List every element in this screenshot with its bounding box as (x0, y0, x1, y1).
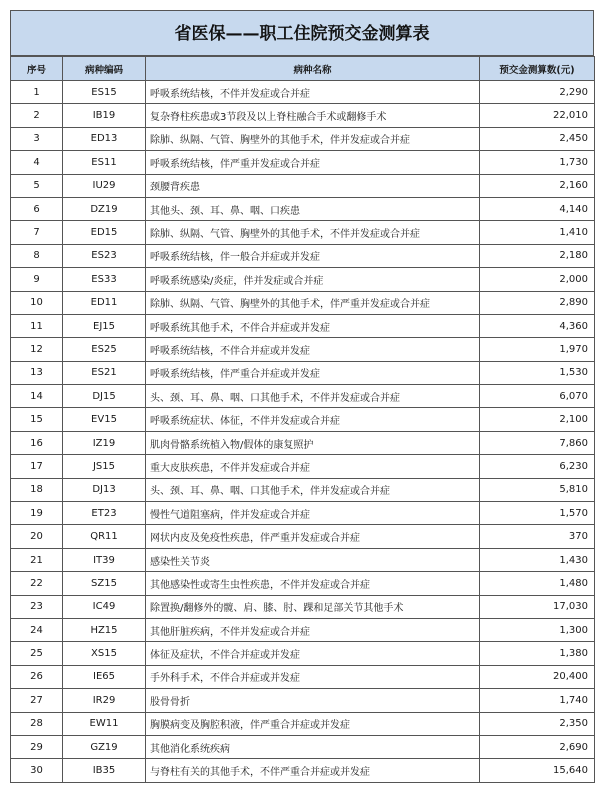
cell-amount: 4,140 (480, 197, 595, 220)
cell-name: 呼吸系统结核，不伴合并症或并发症 (146, 338, 480, 361)
cell-index: 21 (11, 548, 63, 571)
estimate-table (10, 56, 595, 783)
table-row (11, 759, 595, 782)
cell-amount: 1,740 (480, 689, 595, 712)
cell-name: 感染性关节炎 (146, 548, 480, 571)
cell-code: IT39 (63, 548, 146, 571)
cell-index: 19 (11, 502, 63, 525)
header-amount: 预交金测算数(元) (480, 57, 595, 81)
cell-index: 17 (11, 455, 63, 478)
cell-name: 股骨骨折 (146, 689, 480, 712)
table-row (11, 455, 595, 478)
estimate-sheet (10, 10, 594, 783)
cell-name: 除肺、纵隔、气管、胸壁外的其他手术，伴并发症或合并症 (146, 127, 480, 150)
cell-code: IR29 (63, 689, 146, 712)
cell-amount: 2,350 (480, 712, 595, 735)
cell-code: ET23 (63, 502, 146, 525)
cell-code: HZ15 (63, 618, 146, 641)
cell-code: XS15 (63, 642, 146, 665)
cell-amount: 2,690 (480, 735, 595, 758)
table-row (11, 291, 595, 314)
cell-code: IB19 (63, 104, 146, 127)
cell-index: 14 (11, 385, 63, 408)
cell-name: 头、颈、耳、鼻、咽、口其他手术，伴并发症或合并症 (146, 478, 480, 501)
table-row (11, 408, 595, 431)
cell-index: 28 (11, 712, 63, 735)
cell-code: ES21 (63, 361, 146, 384)
cell-name: 复杂脊柱疾患或3节段及以上脊柱融合手术或翻修手术 (146, 104, 480, 127)
cell-code: EV15 (63, 408, 146, 431)
cell-amount: 5,810 (480, 478, 595, 501)
table-row (11, 338, 595, 361)
cell-code: EJ15 (63, 314, 146, 337)
cell-name: 重大皮肤疾患，不伴并发症或合并症 (146, 455, 480, 478)
cell-amount: 4,360 (480, 314, 595, 337)
cell-name: 呼吸系统结核，伴严重合并症或并发症 (146, 361, 480, 384)
cell-code: ES33 (63, 268, 146, 291)
table-row (11, 104, 595, 127)
cell-index: 30 (11, 759, 63, 782)
cell-name: 呼吸系统结核，伴一般合并症或并发症 (146, 244, 480, 267)
cell-amount: 2,000 (480, 268, 595, 291)
cell-index: 26 (11, 665, 63, 688)
cell-code: GZ19 (63, 735, 146, 758)
cell-amount: 1,530 (480, 361, 595, 384)
cell-code: ED11 (63, 291, 146, 314)
cell-amount: 22,010 (480, 104, 595, 127)
cell-index: 15 (11, 408, 63, 431)
page-title: 省医保——职工住院预交金测算表 (10, 10, 594, 56)
cell-index: 11 (11, 314, 63, 337)
table-row (11, 689, 595, 712)
cell-name: 除置换/翻修外的髋、肩、膝、肘、踝和足部关节其他手术 (146, 595, 480, 618)
cell-index: 20 (11, 525, 63, 548)
cell-index: 23 (11, 595, 63, 618)
cell-code: SZ15 (63, 572, 146, 595)
cell-amount: 370 (480, 525, 595, 548)
cell-amount: 2,290 (480, 81, 595, 104)
cell-name: 其他感染性或寄生虫性疾患，不伴并发症或合并症 (146, 572, 480, 595)
cell-index: 16 (11, 431, 63, 454)
cell-name: 其他消化系统疾病 (146, 735, 480, 758)
cell-amount: 6,070 (480, 385, 595, 408)
table-row (11, 618, 595, 641)
cell-index: 5 (11, 174, 63, 197)
cell-code: DZ19 (63, 197, 146, 220)
table-row (11, 151, 595, 174)
cell-code: IZ19 (63, 431, 146, 454)
cell-index: 13 (11, 361, 63, 384)
cell-amount: 1,410 (480, 221, 595, 244)
cell-index: 6 (11, 197, 63, 220)
cell-name: 其他头、颈、耳、鼻、咽、口疾患 (146, 197, 480, 220)
table-row (11, 665, 595, 688)
table-row (11, 197, 595, 220)
cell-index: 10 (11, 291, 63, 314)
table-row (11, 174, 595, 197)
table-row (11, 127, 595, 150)
cell-index: 12 (11, 338, 63, 361)
table-row (11, 81, 595, 104)
cell-code: DJ13 (63, 478, 146, 501)
cell-index: 1 (11, 81, 63, 104)
cell-amount: 2,180 (480, 244, 595, 267)
cell-amount: 1,480 (480, 572, 595, 595)
cell-amount: 2,100 (480, 408, 595, 431)
table-row (11, 361, 595, 384)
table-row (11, 735, 595, 758)
cell-index: 9 (11, 268, 63, 291)
cell-index: 24 (11, 618, 63, 641)
cell-name: 其他肝脏疾病，不伴并发症或合并症 (146, 618, 480, 641)
table-row (11, 712, 595, 735)
cell-name: 颈腰背疾患 (146, 174, 480, 197)
cell-index: 29 (11, 735, 63, 758)
cell-code: QR11 (63, 525, 146, 548)
cell-amount: 17,030 (480, 595, 595, 618)
cell-name: 呼吸系统结核，不伴并发症或合并症 (146, 81, 480, 104)
table-row (11, 572, 595, 595)
table-row (11, 478, 595, 501)
cell-amount: 2,160 (480, 174, 595, 197)
cell-code: IU29 (63, 174, 146, 197)
cell-name: 呼吸系统结核，伴严重并发症或合并症 (146, 151, 480, 174)
table-row (11, 385, 595, 408)
table-row (11, 525, 595, 548)
cell-index: 27 (11, 689, 63, 712)
table-row (11, 502, 595, 525)
cell-name: 呼吸系统症状、体征，不伴并发症或合并症 (146, 408, 480, 431)
cell-name: 网状内皮及免疫性疾患，伴严重并发症或合并症 (146, 525, 480, 548)
cell-code: ES15 (63, 81, 146, 104)
cell-index: 8 (11, 244, 63, 267)
cell-amount: 2,450 (480, 127, 595, 150)
cell-name: 与脊柱有关的其他手术，不伴严重合并症或并发症 (146, 759, 480, 782)
table-row (11, 548, 595, 571)
cell-name: 慢性气道阻塞病，伴并发症或合并症 (146, 502, 480, 525)
cell-index: 4 (11, 151, 63, 174)
cell-amount: 1,570 (480, 502, 595, 525)
cell-code: JS15 (63, 455, 146, 478)
table-row (11, 314, 595, 337)
cell-name: 肌肉骨骼系统植入物/假体的康复照护 (146, 431, 480, 454)
cell-name: 除肺、纵隔、气管、胸壁外的其他手术，伴严重并发症或合并症 (146, 291, 480, 314)
table-row (11, 268, 595, 291)
header-index: 序号 (11, 57, 63, 81)
cell-code: ES23 (63, 244, 146, 267)
cell-amount: 1,430 (480, 548, 595, 571)
header-code: 病种编码 (63, 57, 146, 81)
cell-name: 胸膜病变及胸腔积液，伴严重合并症或并发症 (146, 712, 480, 735)
cell-name: 头、颈、耳、鼻、咽、口其他手术，不伴并发症或合并症 (146, 385, 480, 408)
cell-amount: 7,860 (480, 431, 595, 454)
table-row (11, 221, 595, 244)
cell-amount: 2,890 (480, 291, 595, 314)
cell-name: 呼吸系统感染/炎症，伴并发症或合并症 (146, 268, 480, 291)
cell-amount: 1,300 (480, 618, 595, 641)
cell-name: 体征及症状，不伴合并症或并发症 (146, 642, 480, 665)
cell-name: 手外科手术，不伴合并症或并发症 (146, 665, 480, 688)
cell-index: 2 (11, 104, 63, 127)
cell-code: DJ15 (63, 385, 146, 408)
table-row (11, 431, 595, 454)
cell-amount: 1,380 (480, 642, 595, 665)
cell-code: EW11 (63, 712, 146, 735)
cell-index: 7 (11, 221, 63, 244)
cell-name: 除肺、纵隔、气管、胸壁外的其他手术，不伴并发症或合并症 (146, 221, 480, 244)
cell-name: 呼吸系统其他手术，不伴合并症或并发症 (146, 314, 480, 337)
cell-amount: 1,730 (480, 151, 595, 174)
cell-amount: 6,230 (480, 455, 595, 478)
table-row (11, 642, 595, 665)
cell-code: ED13 (63, 127, 146, 150)
cell-index: 3 (11, 127, 63, 150)
cell-amount: 20,400 (480, 665, 595, 688)
header-row (11, 57, 595, 81)
cell-code: IE65 (63, 665, 146, 688)
cell-code: ES11 (63, 151, 146, 174)
table-row (11, 595, 595, 618)
cell-code: IB35 (63, 759, 146, 782)
cell-code: IC49 (63, 595, 146, 618)
cell-index: 25 (11, 642, 63, 665)
cell-amount: 15,640 (480, 759, 595, 782)
cell-code: ES25 (63, 338, 146, 361)
cell-index: 18 (11, 478, 63, 501)
header-name: 病种名称 (146, 57, 480, 81)
cell-index: 22 (11, 572, 63, 595)
cell-code: ED15 (63, 221, 146, 244)
table-row (11, 244, 595, 267)
cell-amount: 1,970 (480, 338, 595, 361)
